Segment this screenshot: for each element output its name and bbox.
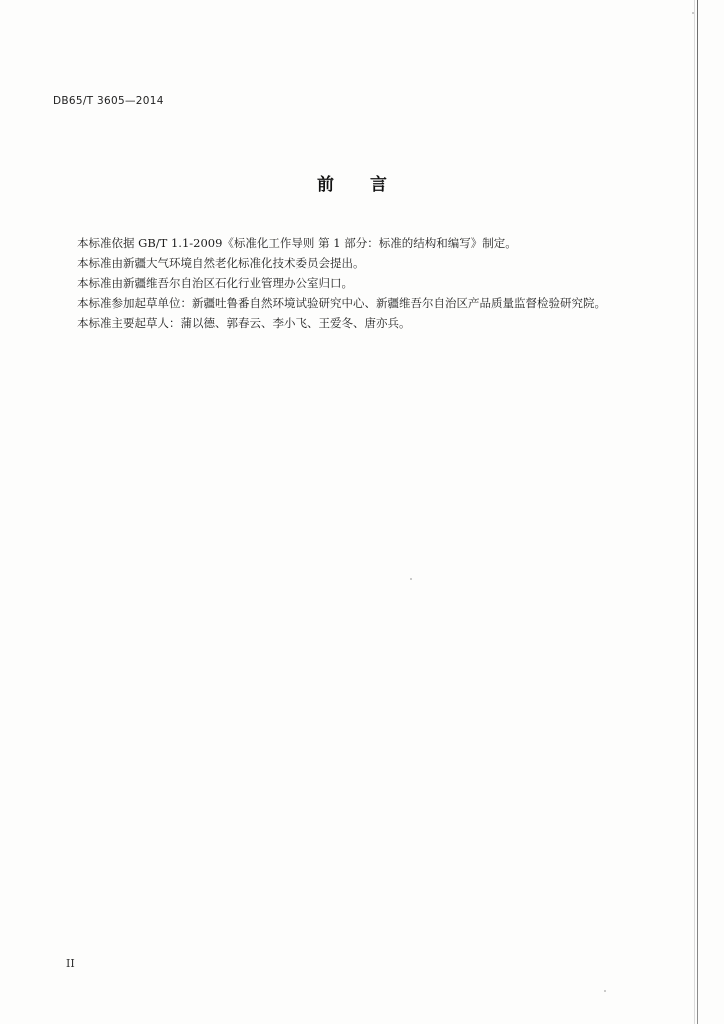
scan-edge-shadow (694, 0, 695, 1024)
scan-binding-edge (697, 0, 698, 1024)
paragraph-basis: 本标准依据 GB/T 1.1-2009《标准化工作导则 第 1 部分：标准的结构和编写》制定。 (77, 236, 517, 250)
scan-speck (410, 578, 412, 580)
foreword-body (53, 233, 643, 333)
paragraph-management: 本标准由新疆维吾尔自治区石化行业管理办公室归口。 (77, 276, 353, 290)
standard-code: DB65/T 3605—2014 (53, 95, 164, 107)
paragraph-drafting-units: 本标准参加起草单位：新疆吐鲁番自然环境试验研究中心、新疆维吾尔自治区产品质量监督检验研究院。 (77, 296, 606, 310)
scan-speck (692, 12, 694, 14)
page-title: 前言 (317, 175, 423, 195)
paragraph-drafters: 本标准主要起草人：蒲以德、郭春云、李小飞、王爱冬、唐亦兵。 (77, 316, 411, 330)
page-number: II (66, 957, 75, 970)
scan-speck (604, 990, 606, 992)
paragraph-proposer: 本标准由新疆大气环境自然老化标准化技术委员会提出。 (77, 256, 365, 270)
